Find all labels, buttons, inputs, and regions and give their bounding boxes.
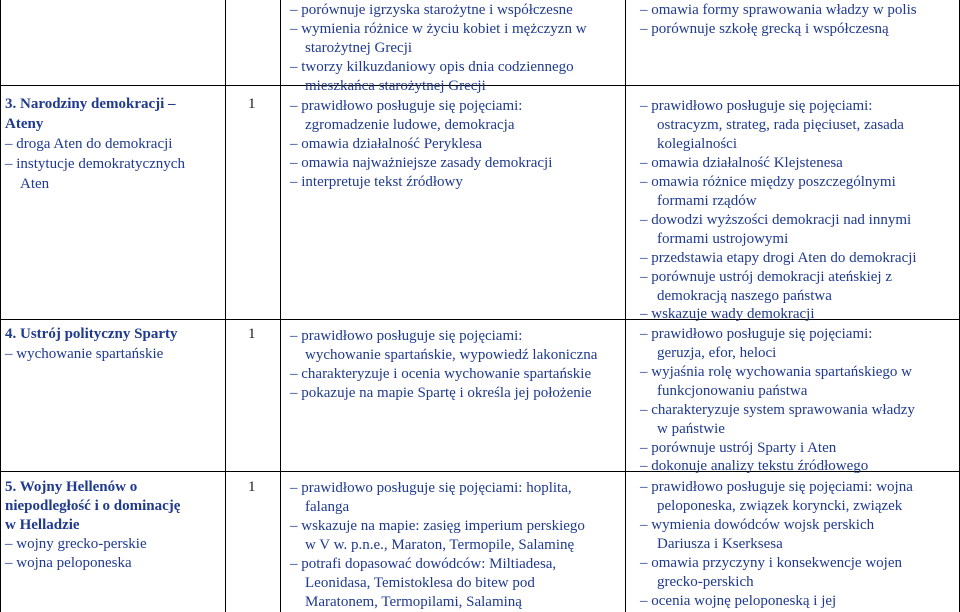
- req-extended-line: – charakteryzuje system sprawowania władzy: [640, 402, 915, 418]
- req-extended-line: Dariusza i Kserksesa: [657, 536, 783, 552]
- req-basic-line: – porównuje igrzyska starożytne i współczesne: [290, 2, 573, 18]
- req-basic-line: – prawidłowo posługuje się pojęciami:: [290, 328, 523, 344]
- topic-5-title-line-3: w Helladzie: [5, 517, 80, 533]
- req-extended-line: formami ustrojowymi: [657, 231, 789, 247]
- column-divider-2: [280, 0, 281, 612]
- req-basic-line: wychowanie spartańskie, wypowiedź lakoniczna: [305, 347, 598, 363]
- req-extended-line: – porównuje ustrój Sparty i Aten: [640, 440, 837, 456]
- req-basic-line: – wymienia różnice w życiu kobiet i mężczyzn w: [290, 21, 587, 37]
- topic-3-title-line-1: 3. Narodziny demokracji –: [5, 96, 176, 112]
- req-basic-line: – omawia najważniejsze zasady demokracji: [290, 155, 553, 171]
- topic-5-item: – wojna peloponeska: [5, 555, 132, 571]
- topic-4-title: 4. Ustrój polityczny Sparty: [5, 326, 178, 342]
- req-extended-line: – omawia różnice między poszczególnymi: [640, 174, 896, 190]
- hours-topic-4: 1: [248, 326, 256, 342]
- column-divider-1: [225, 0, 226, 612]
- req-extended-line: – ocenia wojnę peloponeską i jej: [640, 593, 837, 609]
- req-extended-line: ostracyzm, strateg, rada pięciuset, zasada: [657, 117, 904, 133]
- hours-topic-3: 1: [248, 96, 256, 112]
- req-extended-line: – wymienia dowódców wojsk perskich: [640, 517, 875, 533]
- req-basic-line: Maratonem, Termopilami, Salaminą: [305, 594, 522, 610]
- req-basic-line: – interpretuje tekst źródłowy: [290, 174, 463, 190]
- req-extended-line: – porównuje ustrój demokracji ateńskiej z: [640, 269, 893, 285]
- req-basic-line: – prawidłowo posługuje się pojęciami:: [290, 98, 523, 114]
- req-extended-line: – wyjaśnia rolę wychowania spartańskiego w: [640, 364, 913, 380]
- req-extended-line: w państwie: [657, 421, 725, 437]
- topic-3-title-line-2: Ateny: [5, 116, 44, 132]
- topic-3-item: – instytucje demokratycznych: [5, 156, 185, 172]
- req-extended-line: – przedstawia etapy drogi Aten do demokracji: [640, 250, 917, 266]
- req-extended-line: – dowodzi wyższości demokracji nad innymi: [640, 212, 912, 228]
- topic-3-item: Aten: [20, 176, 50, 192]
- req-extended-line: formami rządów: [657, 193, 757, 209]
- req-basic-line: – charakteryzuje i ocenia wychowanie spartańskie: [290, 366, 592, 382]
- req-basic-line: zgromadzenie ludowe, demokracja: [305, 117, 515, 133]
- req-extended-line: – omawia działalność Klejstenesa: [640, 155, 843, 171]
- req-extended-line: – prawidłowo posługuje się pojęciami:: [640, 98, 873, 114]
- table-border-left: [0, 0, 1, 612]
- hours-topic-5: 1: [248, 479, 256, 495]
- req-basic-line: – potrafi dopasować dowódców: Miltiadesa,: [290, 556, 557, 572]
- req-extended-line: kolegialności: [657, 136, 737, 152]
- req-extended-line: funkcjonowaniu państwa: [657, 383, 808, 399]
- req-extended-line: peloponeska, związek koryncki, związek: [657, 498, 903, 514]
- row-divider-2: [0, 319, 960, 320]
- req-basic-line: – pokazuje na mapie Spartę i określa jej położenie: [290, 385, 592, 401]
- req-extended-line: – prawidłowo posługuje się pojęciami: wojna: [640, 479, 913, 495]
- req-extended-line: grecko-perskich: [657, 574, 754, 590]
- req-basic-line: starożytnej Grecji: [305, 40, 413, 56]
- req-basic-line: – wskazuje na mapie: zasięg imperium perskiego: [290, 518, 585, 534]
- req-extended-line: – porównuje szkołę grecką i współczesną: [640, 21, 889, 37]
- req-basic-line: – tworzy kilkuzdaniowy opis dnia codziennego: [290, 59, 574, 75]
- req-extended-line: demokracją naszego państwa: [657, 288, 832, 304]
- req-extended-line: – omawia przyczyny i konsekwencje wojen: [640, 555, 902, 571]
- req-basic-line: – omawia działalność Peryklesa: [290, 136, 483, 152]
- req-extended-line: – dokonuje analizy tekstu źródłowego: [640, 458, 869, 474]
- req-basic-line: w V w. p.n.e., Maraton, Termopile, Salaminę: [305, 537, 575, 553]
- req-extended-line: geruzja, efor, heloci: [657, 345, 777, 361]
- topic-5-item: – wojny grecko-perskie: [5, 536, 147, 552]
- req-basic-line: – prawidłowo posługuje się pojęciami: hoplita,: [290, 480, 572, 496]
- req-extended-line: – omawia formy sprawowania władzy w polis: [640, 2, 917, 18]
- req-basic-line: mieszkańca starożytnej Grecji: [305, 78, 486, 94]
- topic-5-title-line-2: niepodległość i o dominację: [5, 498, 181, 514]
- req-basic-line: falanga: [305, 499, 350, 515]
- req-extended-line: – prawidłowo posługuje się pojęciami:: [640, 326, 873, 342]
- topic-5-title-line-1: 5. Wojny Hellenów o: [5, 479, 138, 495]
- column-divider-3: [625, 0, 626, 612]
- topic-4-item: – wychowanie spartańskie: [5, 346, 164, 362]
- req-basic-line: Leonidasa, Temistoklesa do bitew pod: [305, 575, 535, 591]
- req-extended-line: – wskazuje wady demokracji: [640, 306, 815, 322]
- topic-3-item: – droga Aten do demokracji: [5, 136, 173, 152]
